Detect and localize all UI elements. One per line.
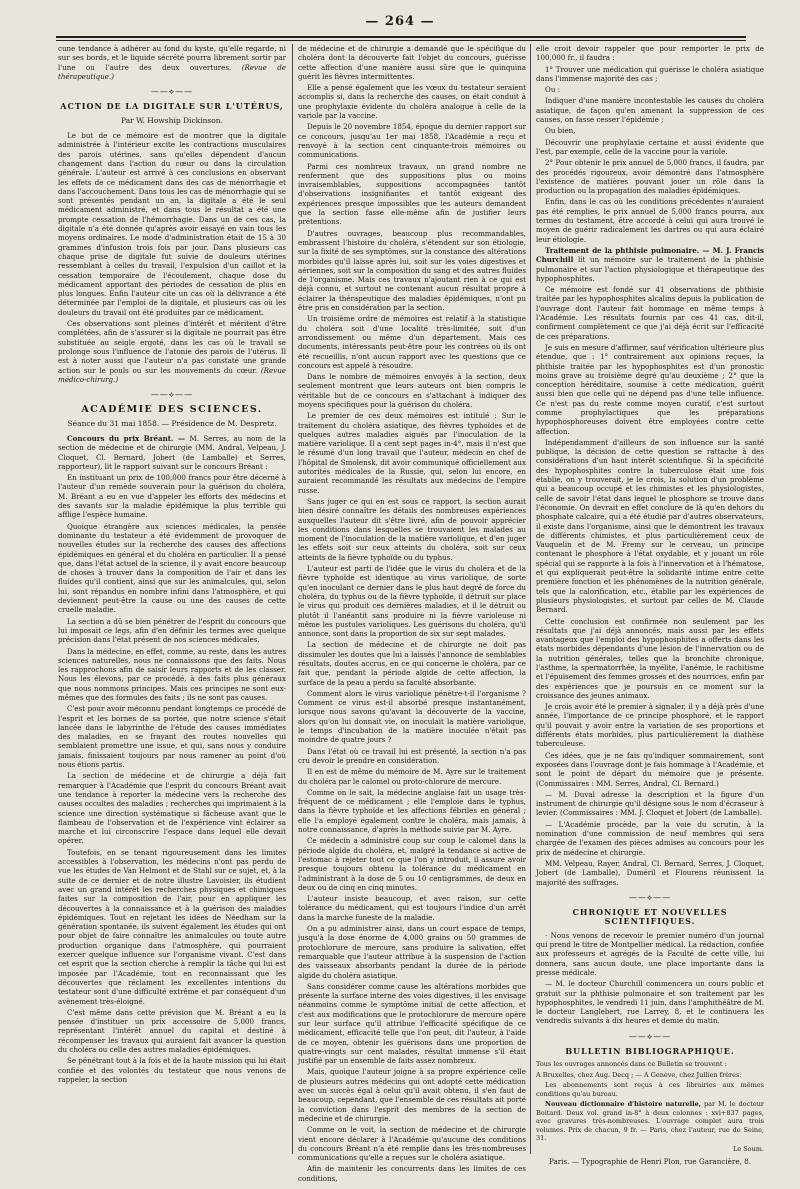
paragraph: Se pénétrant tout à la fois et de la haute mission qui lui était confiée et des volontés du testateur que nous venons de rappeler, la section xyxy=(58,1056,286,1084)
article-author: Par W. Howship Dickinson. xyxy=(120,115,224,125)
page-number: — 264 — xyxy=(365,14,435,29)
paragraph: 1° Trouver une médication qui guérisse le choléra asiatique dans l'immense majorité des cas ; xyxy=(536,64,764,83)
ornament: ——⟡—— xyxy=(628,892,672,902)
column-divider xyxy=(292,44,293,1154)
paragraph: On a pu administrer ainsi, dans un court espace de temps, jusqu'à la dose énorme de 4,000 grains ou 50 grammes de protochlorure de mercure, sans produire la salivation, effet remarquable que l'auteur attribue à la suspension de l'action des vaisseaux absorbants pendant la durée de la période algide du choléra asiatique. xyxy=(298,924,526,980)
article-title: ACTION DE LA DIGITALE SUR L'UTÉRUS, xyxy=(60,101,284,112)
column-left xyxy=(58,44,286,1154)
paragraph: MM. Velpeau, Rayer, Andral, Cl. Bernard, Serres, J. Cloquet, Jobert (de Lamballe), Duméril et Flourens réunissent la majorité des suffrages. xyxy=(536,858,764,887)
paragraph: — L'Académie procède, par la voie du scrutin, à la nomination d'une commission de neuf membres qui sera chargée de l'examen des pièces admises au concours pour les prix de médecine et chirurgie. xyxy=(536,819,764,857)
paragraph: Ou bien, xyxy=(545,126,576,136)
paragraph: Ces idées, que je ne fais qu'indiquer sommairement, sont exposées dans l'ouvrage dont je fais hommage à l'Académie, et sont le point de départ du mémoire que je présente. (Commissaires : MM. Serres, Andral, Cl. Bernard.) xyxy=(536,750,764,788)
paragraph: Afin de maintenir les concurrents dans les limites de ces conditions, xyxy=(298,1164,526,1183)
paragraph: Traitement de la phthisie pulmonaire. — M. J. Francis Churchill lit un mémoire sur le traitement de la phthisie pulmonaire et sur l'action physiologique et thérapeutique des hypophosphites. xyxy=(536,245,765,283)
paragraph: Mais, quoique l'auteur joigne à sa propre expérience celle de plusieurs autres médecins qui ont adopté cette médication avec un succès égal à celui qu'il avait obtenu, il s'en faut de beaucoup, cependant, que l'ensemble de ces résultats ait porté la conviction dans l'esprit des membres de la section de médecine et de chirurgie. xyxy=(298,1067,526,1123)
paragraph: A Bruxelles, chez Aug. Decq ; — A Genève, chez Jullien frères. xyxy=(536,1070,742,1079)
paragraph: Tous les ouvrages annoncés dans ce Bulletin se trouvent : xyxy=(536,1060,727,1069)
paragraph: — M. Duval adresse la description et la figure d'un instrument de chirurgie qu'il désigne sous le nom d'écraseur à levier. (Commissaires : MM. J. Cloquet et Jobert (de Lamballe). xyxy=(536,789,764,818)
paragraph: Ou : xyxy=(545,85,561,95)
paragraph: Les abonnements sont reçus à ces librairies aux mêmes conditions qu'au bureau. xyxy=(536,1081,764,1098)
paragraph: Elle a pensé également que les vœux du testateur seraient accomplis si, dans la recherche des causes, on était conduit à une prophylaxie évidente du choléra analogue à celle de la variole par la vaccine. xyxy=(298,83,526,121)
column-right xyxy=(536,44,765,1167)
ornament: ——⟡—— xyxy=(628,1031,672,1041)
paragraph: Le premier de ces deux mémoires est intitulé : Sur le traitement du choléra asiatique, des fièvres typhoïdes et de quelques autres maladies aiguës par l'inoculation de la matière variolique. Il a cent sept pages in-4°, mais il n'est que le résumé d'un long travail que l'auteur, médecin en chef de l'hôpital de Smolensk, dit avoir communiqué officiellement aux autorités médicales de la Russie, qui, selon lui encore, en auraient recommandé les résultats aux médecins de l'empire russe. xyxy=(298,411,526,495)
paragraph: Comment alors le virus variolique pénètre-t-il l'organisme ? Comment ce virus est-il absorbé presque instantanément, lorsque nous savons qu'avant la découverte de la vaccine, alors qu'on lui donnait vie, on inoculait la matière variolique, le temps d'incubation de la matière inoculée n'était pas moindre de quatre jours ? xyxy=(298,688,526,745)
section-title: ACADÉMIE DES SCIENCES. xyxy=(81,404,263,416)
paragraph: Ce mémoire est fondé sur 41 observations de phthisie traitée par les hypophosphites alcalins depuis la publication de l'ouvrage dont l'auteur fait hommage en même temps à l'Académie. Les résultats fournis par ces 41 cas, dit-il, confirment complètement ce que j'ai déjà écrit sur l'efficacité de ces préparations. xyxy=(536,285,764,341)
paragraph: Enfin, dans le cas où les conditions précédentes n'auraient pas été remplies, le prix annuel de 5,000 francs pourra, aux termes du testament, être accordé à celui qui aura trouvé le moyen de guérir radicalement les dartres ou qui aura éclairé leur étiologie. xyxy=(536,197,764,244)
paragraph: Ces observations sont pleines d'intérêt et méritent d'être complétées, afin de s'assurer si la digitale ne pourrait pas être substituée au seigle ergoté, dans les cas où le travail se prolonge sous l'influence de l'atonie des parois de l'utérus. Il est à noter aussi que l'auteur n'a pas constaté une grande action sur le pouls ou sur les mouvements du cœur. (Revue médico-chirurg.) xyxy=(58,319,286,384)
ornament: ——⟡—— xyxy=(150,87,194,97)
paragraph: · Nous venons de recevoir le premier numéro d'un journal qui prend le titre de Montpellier médical. La rédaction, confiée aux professeurs et agrégés de la Faculté de cette ville, lui donnera, sans aucun doute, une place importante dans la presse médicale. xyxy=(536,930,764,977)
paragraph: Indépendamment d'ailleurs de son influence sur la santé publique, la décision de cette question se rattache à des considérations d'un haut intérêt scientifique. Si la spécificité des hypophosphites contre la tuberculose était une fois établie, on y trouverait, je le crois, la solution d'un problème qui a beaucoup occupé et les chimistes et les physiologistes, celle de savoir l'état dans lequel le phosphore se trouve dans l'économie. On devrait en effet conclure de là qu'en dehors du phosphate calcaire, qui a été étudié par d'autres observateurs, il existe dans l'organisme, ainsi que le démontrent les travaux de différents chimistes, et plus particulièrement ceux de Vauquelin et de M. Fremy sur le cerveau, un principe contenant le phosphore à l'état oxydable, et y jouant un rôle spécial qui se rapporte à la fois à l'innervation et à l'hématose, et qui expliquerait peut-être la solidarité intime entre cette première fonction et les phénomènes de la nutrition générale, tels que la calorification, etc., établie par les expériences de plusieurs physiologistes, et surtout par celles de M. Claude Bernard. xyxy=(536,437,764,615)
paragraph: Nouveau dictionnaire d'histoire naturelle, par M. le docteur Boitard. Deux vol. grand in-8° à deux colonnes : xvi+837 pages, avec gravures très-nombreuses. L'ouvrage complet aura trois volumes. Prix de chacun, 9 fr. — Paris, chez l'auteur, rue de Seine, 31. xyxy=(536,1100,764,1143)
paragraph: Dans le nombre de mémoires envoyés à la section, deux seulement montrent que leurs auteurs ont bien compris le véritable but de ce concours en s'attachant à indiquer des moyens spécifiques pour la guérison du choléra. xyxy=(298,372,526,409)
paragraph: Comme on le sait, la médecine anglaise fait un usage très-fréquent de ce médicament ; elle l'emploie dans le typhus, dans la fièvre typhoïde et les affections fébriles en général ; elle l'a employé également contre le choléra, mais jamais, à notre connaissance, d'après la méthode suivie par M. Ayre. xyxy=(298,787,526,835)
column-divider xyxy=(530,44,531,1154)
paragraph: La section a dû se bien pénétrer de l'esprit du concours que lui imposait ce legs, afin d'en définir les termes avec quelque précision dans l'état présent de nos sciences médicales. xyxy=(58,616,286,645)
paragraph: Dans la médecine, en effet, comme, au reste, dans les autres sciences naturelles, nous ne connaissons que des faits. Nous les rapprochons afin de saisir leurs rapports et de les classer. Nous les élevons, par ce procédé, à des faits plus généraux que nous nommons principes. Mais ces principes ne sont eux-mêmes que des formules des faits ; ils ne sont pas causes. xyxy=(58,646,286,702)
section-title: BULLETIN BIBLIOGRAPHIQUE. xyxy=(565,1045,735,1056)
paragraph: C'est même dans cette prévision que M. Bréant a eu la pensée d'instituer un prix accessoire de 5,000 francs, représentant l'intérêt annuel du capital et destiné à récompenser les travaux qui auraient fait avancer la question du choléra ou celle des autres maladies épidémiques. xyxy=(58,1007,286,1054)
paragraph: Cette conclusion est confirmée non seulement par les résultats que j'ai déjà annoncés, mais aussi par les effets avantageux que l'emploi des hypophosphites a offerts dans les états morbides dépendants d'une lésion de l'innervation ou de la nutrition générales, telles que la bronchite chronique, l'asthme, la spermatorrhée, la myélite, l'anémie, le rachitisme et l'épuisement des femmes grosses et des nourrices, enfin par des expériences que je poursuis en ce moment sur la croissance des jeunes animaux. xyxy=(536,616,764,700)
paragraph: Concours du prix Bréant. — M. Serres, au nom de la section de médecine et de chirurgie (MM. Andral, Velpeau, J. Cloquet, Cl. Bernard, Jobert (de Lamballe) et Serres, rapporteur), lit le rapport suivant sur le concours Bréant : xyxy=(58,433,286,471)
session-line: Séance du 31 mai 1858. — Présidence de M. Despretz. xyxy=(67,418,277,428)
paragraph: Depuis le 20 novembre 1854, époque du dernier rapport sur ce concours, jusqu'au 1er mai 1858, l'Académie a reçu et renvoyé à la section cent cinquante-trois mémoires ou communications. xyxy=(298,122,526,160)
paragraph: L'auteur est parti de l'idée que le virus du choléra et de la fièvre typhoïde est identique au virus variolique, de sorte qu'en inoculant ce dernier dans le plus haut degré de force du choléra, du typhus ou de la fièvre typhoïde, il détruit sur place le virus qui produit ces dernières maladies, et il le détruit ou plutôt il l'anéantit sans produire ni la fièvre varioleuse ni même les pustules varioliques. Les guérisons du choléra, qu'il annonce, sont dans la proportion de six sur sept malades. xyxy=(298,564,526,639)
paragraph: La section de médecine et de chirurgie a déjà fait remarquer à l'Académie que l'esprit du concours Bréant avait une tendance à reporter la médecine vers la recherche des causes occultes des maladies ; recherches qui imprimaient à la science une direction systématique si fâcheuse avant que le flambeau de l'observation et de l'expérience vint éclairer sa marche et lui circonscrire l'espace dans lequel elle devait opérer. xyxy=(58,771,286,846)
paragraph: Indiquer d'une manière incontestable les causes du choléra asiatique, de façon qu'en amenant la suppression de ces causes, on fasse cesser l'épidémie ; xyxy=(536,96,764,125)
section-title: CHRONIQUE ET NOUVELLES SCIENTIFIQUES. xyxy=(572,907,728,927)
ornament: ——⟡—— xyxy=(150,390,194,400)
paragraph: Parmi ces nombreux travaux, un grand nombre ne renferment que des suppositions plus ou moins invraisemblables, suppositions accompagnées tantôt d'observations insignifiantes et tantôt exigeant des expériences presque impossibles que les auteurs demandent que la section fasse elle-même afin de justifier leurs prétentions. xyxy=(298,161,526,227)
paragraph: Le but de ce mémoire est de montrer que la digitale administrée à l'intérieur excite les contractions musculaires des parois utérines, sans qu'elles dépendent d'aucun changement dans l'action du cœur ou dans la circulation générale. L'auteur est arrivé à ces conclusions en observant les effets de ce médicament dans des cas de ménorrhagie et dans l'accouchement. Dans tous les cas de ménorrhagie qui se sont présentés pendant un an, la digitale a été le seul médicament administré, et dans tous le résultat a été une prompte cessation de l'hémorrhagie. Dans un de ces cas, la digitale n'a été donnée qu'après avoir essayé en vain tous les moyens ordinaires. Le mode d'administration était de 15 à 30 grammes d'infusion trois fois par jour. Dans plusieurs cas chaque prise de digitale fut suivie de douleurs utérines ressemblant à celles du travail, l'expulsion d'un caillot et la cessation temporaire de l'écoulement, chaque dose du médicament apportant des périodes de cessation de plus en plus longues. Enfin l'auteur cite un cas où la délivrance a été déterminée par l'emploi de la digitale, et plusieurs cas où les douleurs du travail ont été produites par ce médicament. xyxy=(58,131,286,317)
paragraph: Sans considérer comme cause les altérations morbides que présente la surface interne des voies digestives, il les envisage néanmoins comme le symptôme initial de cette affection, et c'est aux modifications que le protochlorure de mercure opère sur leur surface qu'il attribue l'efficacité spécifique de ce médicament, efficacité telle que l'on peut, dit l'auteur, à l'aide de ce moyen, obtenir les guérisons dans une proportion de quatre-vingts sur cent malades, résultat immense s'il était justifié par un ensemble de faits assez nombreux. xyxy=(298,981,526,1066)
paragraph: de médecine et de chirurgie a demandé que le spécifique du choléra dont la découverte fait l'objet du concours, guérisse cette affection d'une manière aussi sûre que le quinquina guérit les fièvres intermittentes. xyxy=(298,44,526,81)
paragraph: La section de médecine et de chirurgie ne doit pas dissimuler les doutes que lui a laissés l'annonce de semblables résultats, doutes accrus, en ce qui concerne le choléra, par ce fait que, pendant la période algide de cette affection, la surface de la peau a perdu sa faculté absorbante. xyxy=(298,640,526,687)
paragraph: Comme on le voit, la section de médecine et de chirurgie vient encore déclarer à l'Académie qu'aucune des conditions du concours Bréant n'a été remplie dans les très-nombreuses communications qu'elle a reçues sur le choléra asiatique. xyxy=(298,1125,526,1163)
paragraph: 2° Pour obtenir le prix annuel de 5,000 francs, il faudra, par des procédés rigoureux, avoir démontré dans l'atmosphère l'existence de matières pouvant jouer un rôle dans la production ou la propagation des maladies épidémiques. xyxy=(536,158,764,196)
paragraph: Sans juger ce qui en est sous ce rapport, la section aurait bien désiré connaître les détails des nombreuses expériences auxquelles l'auteur dit s'être livré, afin de pouvoir apprécier les conditions dans lesquelles se trouvaient les malades au moment de l'inoculation de la matière variolique, et d'en juger les effets soit sur ceux atteints du choléra, soit sur ceux atteints de la fièvre typhoïde ou du typhus. xyxy=(298,496,526,562)
paragraph: Je suis en mesure d'affirmer, sauf vérification ultérieure plus étendue, que : 1° contrairement aux opinions reçues, la phthisie traitée par les hypophosphites est d'un pronostic moins grave au troisième degré qu'au deuxième ; 2° que la conception héréditaire, soumise à cette médication, guérit aussi bien que celle qui ne dépend pas d'une telle influence. Ce n'est pas du reste comme moyen curatif, c'est surtout comme prophylactiques que les préparations hypophosphoreuses doivent être employées contre cette affection. xyxy=(536,342,764,436)
paragraph: Ce médecin a administré coup sur coup le calomel dans la période algide du choléra, et, malgré la tendance si active de l'estomac à rejeter tout ce que l'on y introduit, il assure avoir presque toujours obtenu la tolérance du médicament en l'administrant à la dose de 5 ou 10 centigrammes, de deux en deux ou de cinq en cinq minutes. xyxy=(298,836,526,892)
paragraph: Dans l'état où ce travail lui est présenté, la section n'a pas cru devoir le prendre en considération. xyxy=(298,746,526,765)
paragraph: Toutefois, en se tenant rigoureusement dans les limites accessibles à l'observation, les médecins n'ont pas perdu de vue les études de Van Helmont et de Stahl sur ce sujet, et, à la suite de ce dernier et de notre illustre Lavoisier, ils étudient avec un grand intérêt les recherches physiques et chimiques faites sur la composition de l'air, pour en appliquer les découvertes à la connaissance et à la guérison des maladies épidémiques. Tout en rejetant les idées de Néedham sur la génération spontanée, ils suivent également les études qui ont pour objet de faire connaître les animalcules ou toute autre production organique dans l'atmosphère, qui pourraient exercer quelque influence sur l'organisme vivant. C'est dans cet esprit que la section cherche à remplir la tâche qui lui est imposée par l'Académie, tout en reconnaissant que les découvertes que réclament les excellentes intentions du testateur sont d'une difficulté extrême et par conséquent d'un avènement très-éloigné. xyxy=(58,847,286,1006)
signature: Le Soum. xyxy=(732,1144,764,1153)
paragraph: L'auteur insiste beaucoup, et avec raison, sur cette tolérance du médicament, qui est toujours l'indice d'un arrêt dans la marche funeste de la maladie. xyxy=(298,894,526,922)
column-middle xyxy=(298,44,526,1183)
paragraph: C'est pour avoir méconnu pendant longtemps ce procédé de l'esprit et les bornes de sa portée, que notre science s'était lancée dans le labyrinthe de l'étude des causes immédiates des maladies, en se frayant des routes nouvelles qui semblaient promettre une issue, et qui, sans nous y conduire jamais, finissaient toujours par nous ramener au point d'où nous étions partis. xyxy=(58,704,286,770)
paragraph: elle croit devoir rappeler que pour remporter le prix de 100,000 fr., il faudra : xyxy=(536,44,764,63)
paragraph: Je crois avoir été le premier à signaler, il y a déjà près d'une année, l'importance de ce principe phosphoré, et le rapport qu'il pouvait y avoir entre la variation de ses proportions et différents états morbides, plus particulièrement la diathèse tuberculeuse. xyxy=(536,702,764,749)
paragraph: D'autres ouvrages, beaucoup plus recommandables, embrassent l'histoire du choléra, s'étendent sur son étiologie, sur la fixité de ses symptômes, sur la constance des altérations morbides qu'il laisse après lui, soit sur les voies digestives et aériennes, soit sur la composition du sang et des autres fluides de l'organisme. Mais ces travaux n'ajoutant rien à ce qui est déjà connu, et surtout ne contenant aucun résultat propre à éclairer la thérapeutique des maladies épidémiques, n'ont pu être pris en considération par la section. xyxy=(298,228,526,313)
paragraph: Il en est de même du mémoire de M. Ayre sur le traitement du choléra par le calomel ou proto-chlorure de mercure. xyxy=(298,767,526,786)
printer-line: Paris. — Typographie de Henri Plon, rue Garancière, 8. xyxy=(548,1157,752,1167)
paragraph: Découvrir une prophylaxie certaine et aussi évidente que l'est, par exemple, celle de la vaccine pour la variole. xyxy=(536,137,764,156)
paragraph: En instituant un prix de 100,000 francs pour être décerné à l'auteur d'un remède souverain pour la guérison du choléra, M. Bréant a eu en vue d'appeler les efforts des médecins et des savants sur la maladie épidémique la plus terrible qui afflige l'espèce humaine. xyxy=(58,473,286,520)
intro-paragraph: cune tendance à adhérer au fond du kyste, qu'elle regarde, ni sur ses bords, et le liquide sécrété pourra librement sortir par l'une ou l'autre des deux ouvertures. (Revue de thérapeutique.) xyxy=(58,44,287,81)
paragraph: Quoique étrangère aux sciences médicales, la pensée dominante du testateur a été évidemment de provoquer de nouvelles études sur la recherche des causes des affections épidémiques en général et du choléra en particulier. Il a pensé que, dans l'état actuel de la science, il y avait encore beaucoup de choses à trouver dans la composition de l'air et dans les fluides qu'il contient, ainsi que sur les animalcules, qui, selon lui, sont répandus en nombre infini dans l'atmosphère, et qui deviennent peut-être la cause ou une des causes de cette cruelle maladie. xyxy=(58,521,286,615)
paragraph: — M. le docteur Churchill commencera un cours public et gratuit sur la phthisie pulmonaire et son traitement par les hypophosphites, le vendredi 11 juin, dans l'amphithéâtre de M. le docteur Langlebert, rue Larrey, 8, et le continuera les vendredis suivants à dix heures et demie du matin. xyxy=(536,979,764,1026)
header-rule xyxy=(56,36,746,41)
paragraph: Un troisième ordre de mémoires est relatif à la statistique du choléra soit d'une localité très-limitée, soit d'un arrondissement ou même d'un département. Mais ces documents, intéressants peut-être pour les contrées où ils ont été recueillis, n'ont aucun rapport avec les questions que ce concours est appelé à résoudre. xyxy=(298,314,526,370)
